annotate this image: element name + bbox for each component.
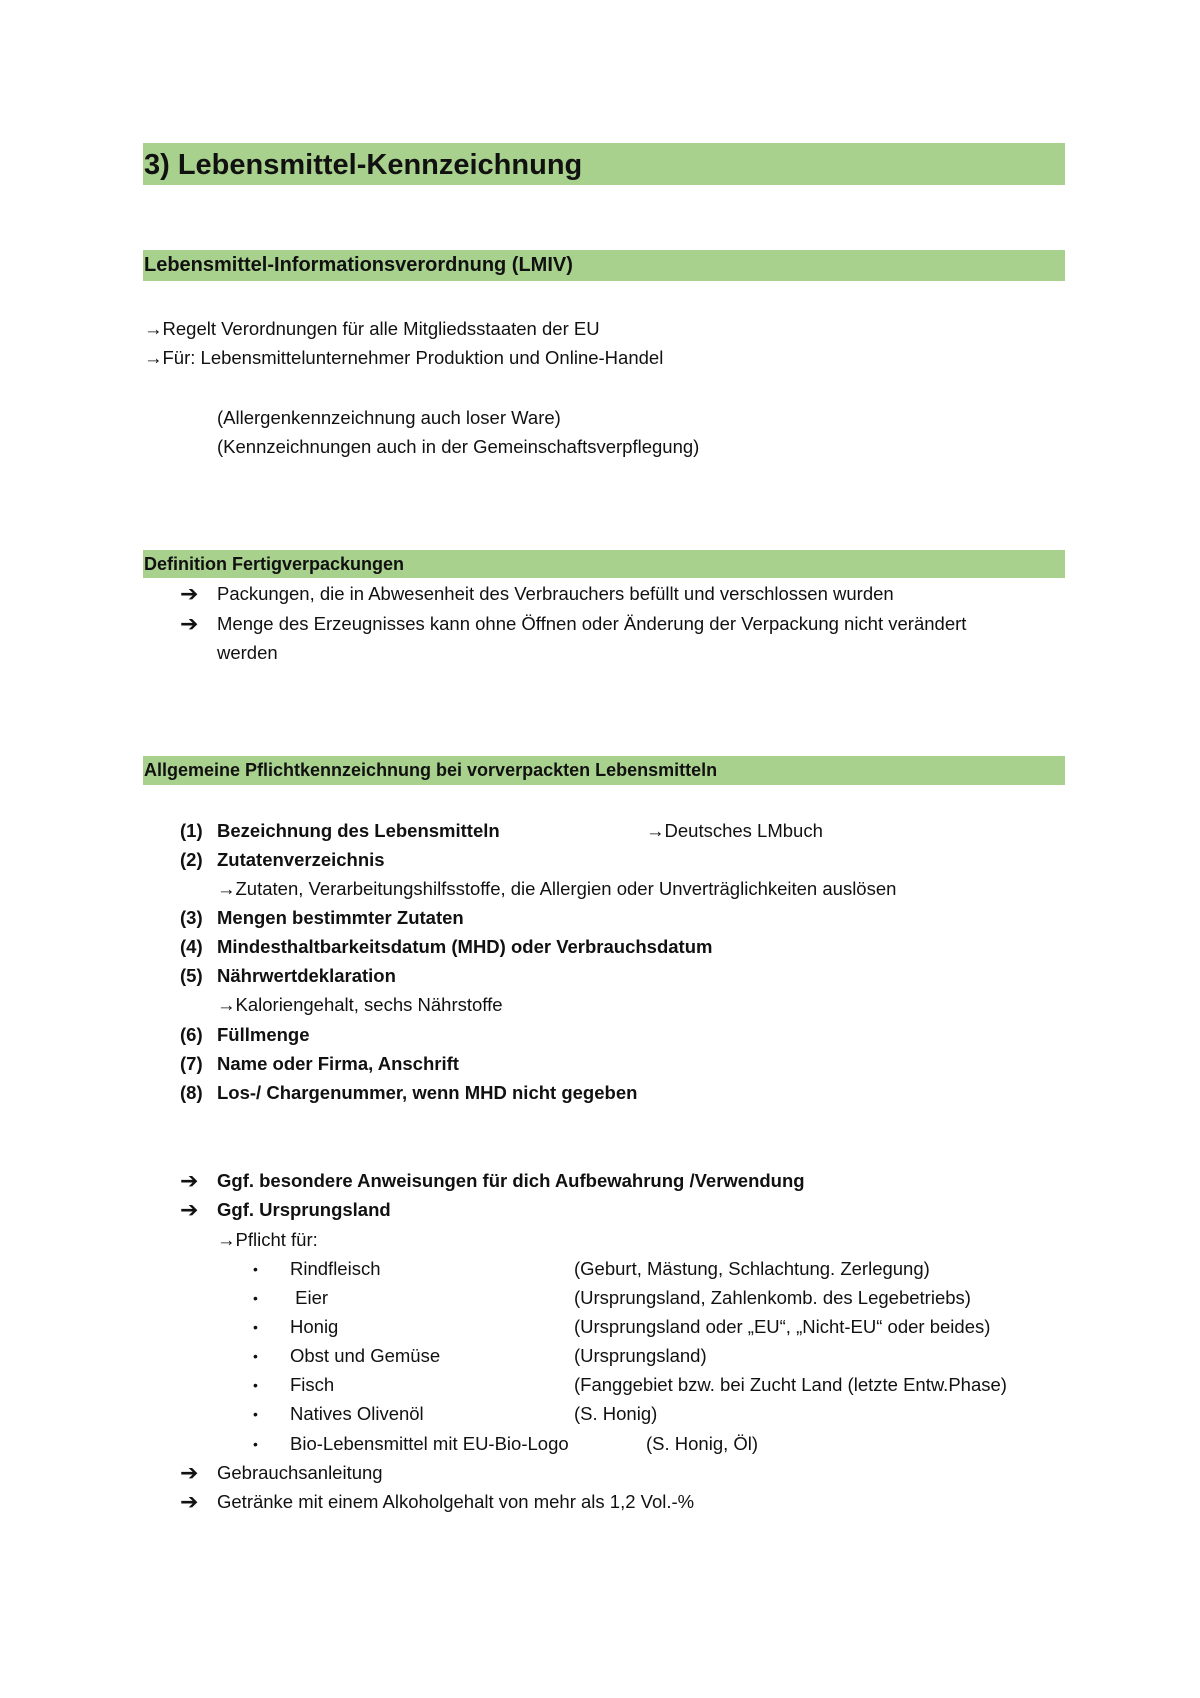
bullet-dot-icon: • — [253, 1436, 258, 1452]
list-number: (5) — [180, 965, 203, 986]
lmiv-line: →Regelt Verordnungen für alle Mitgliedsstaaten der EU — [144, 318, 600, 339]
arrow-bullet-icon: ➔ — [180, 1197, 199, 1222]
final-item: Getränke mit einem Alkoholgehalt von mehr als 1,2 Vol.-% — [217, 1491, 695, 1512]
extra-item: Ggf. Ursprungsland — [217, 1199, 391, 1220]
list-number: (2) — [180, 849, 203, 870]
fertig-bullet-cont: werden — [217, 642, 278, 663]
origin-item: Fisch — [290, 1374, 335, 1395]
list-number: (8) — [180, 1082, 203, 1103]
list-item-sub: →Zutaten, Verarbeitungshilfsstoffe, die Allergien oder Unverträglichkeiten auslösen — [217, 878, 897, 899]
list-item-note: →Deutsches LMbuch — [646, 820, 823, 841]
list-number: (6) — [180, 1024, 203, 1045]
bullet-dot-icon: • — [253, 1406, 258, 1422]
bullet-dot-icon: • — [253, 1348, 258, 1364]
list-item: Mengen bestimmter Zutaten — [217, 907, 464, 928]
extra-item: Ggf. besondere Anweisungen für dich Aufbewahrung /Verwendung — [217, 1170, 805, 1191]
fertig-bullet: Menge des Erzeugnisses kann ohne Öffnen oder Änderung der Verpackung nicht verändert — [217, 613, 967, 634]
origin-detail: (Ursprungsland, Zahlenkomb. des Legebetriebs) — [574, 1287, 971, 1308]
list-item: Los-/ Chargenummer, wenn MHD nicht gegeben — [217, 1082, 638, 1103]
bullet-dot-icon: • — [253, 1261, 258, 1277]
bullet-dot-icon: • — [253, 1290, 258, 1306]
page-title: 3) Lebensmittel-Kennzeichnung — [144, 149, 583, 181]
origin-detail: (S. Honig, Öl) — [646, 1433, 759, 1454]
fertig-heading: Definition Fertigverpackungen — [144, 554, 405, 574]
list-number: (1) — [180, 820, 203, 841]
arrow-bullet-icon: ➔ — [180, 1168, 199, 1193]
bullet-dot-icon: • — [253, 1377, 258, 1393]
pflicht-heading: Allgemeine Pflichtkennzeichnung bei vorverpackten Lebensmitteln — [144, 760, 718, 780]
list-item: Bezeichnung des Lebensmitteln — [217, 820, 500, 841]
lmiv-note: (Kennzeichnungen auch in der Gemeinschaftsverpflegung) — [217, 436, 700, 457]
origin-detail: (Fanggebiet bzw. bei Zucht Land (letzte Entw.Phase) — [574, 1374, 1007, 1395]
list-number: (7) — [180, 1053, 203, 1074]
list-item-sub: →Kaloriengehalt, sechs Nährstoffe — [217, 994, 503, 1015]
origin-detail: (Ursprungsland oder „EU“, „Nicht-EU“ oder beides) — [574, 1316, 991, 1337]
origin-item: Honig — [290, 1316, 339, 1337]
origin-detail: (Geburt, Mästung, Schlachtung. Zerlegung) — [574, 1258, 930, 1279]
list-item: Name oder Firma, Anschrift — [217, 1053, 459, 1074]
origin-item: Natives Olivenöl — [290, 1403, 424, 1424]
list-item: Füllmenge — [217, 1024, 310, 1045]
origin-item: Rindfleisch — [290, 1258, 381, 1279]
lmiv-note: (Allergenkennzeichnung auch loser Ware) — [217, 407, 561, 428]
fertig-bullet: Packungen, die in Abwesenheit des Verbrauchers befüllt und verschlossen wurden — [217, 583, 894, 604]
origin-item: Bio-Lebensmittel mit EU-Bio-Logo — [290, 1433, 569, 1454]
arrow-bullet-icon: ➔ — [180, 611, 199, 636]
origin-detail: (S. Honig) — [574, 1403, 658, 1424]
origin-item: Obst und Gemüse — [290, 1345, 441, 1366]
pflicht-fuer-label: →Pflicht für: — [217, 1229, 318, 1250]
lmiv-line: →Für: Lebensmittelunternehmer Produktion und Online-Handel — [144, 347, 664, 368]
list-number: (3) — [180, 907, 203, 928]
list-item: Mindesthaltbarkeitsdatum (MHD) oder Verbrauchsdatum — [217, 936, 713, 957]
list-item: Zutatenverzeichnis — [217, 849, 385, 870]
bullet-dot-icon: • — [253, 1319, 258, 1335]
arrow-bullet-icon: ➔ — [180, 1489, 199, 1514]
origin-detail: (Ursprungsland) — [574, 1345, 707, 1366]
origin-item: Eier — [290, 1287, 329, 1308]
arrow-bullet-icon: ➔ — [180, 581, 199, 606]
list-item: Nährwertdeklaration — [217, 965, 396, 986]
final-item: Gebrauchsanleitung — [217, 1462, 383, 1483]
arrow-bullet-icon: ➔ — [180, 1460, 199, 1485]
list-number: (4) — [180, 936, 203, 957]
lmiv-heading: Lebensmittel-Informationsverordnung (LMIV) — [144, 254, 573, 276]
